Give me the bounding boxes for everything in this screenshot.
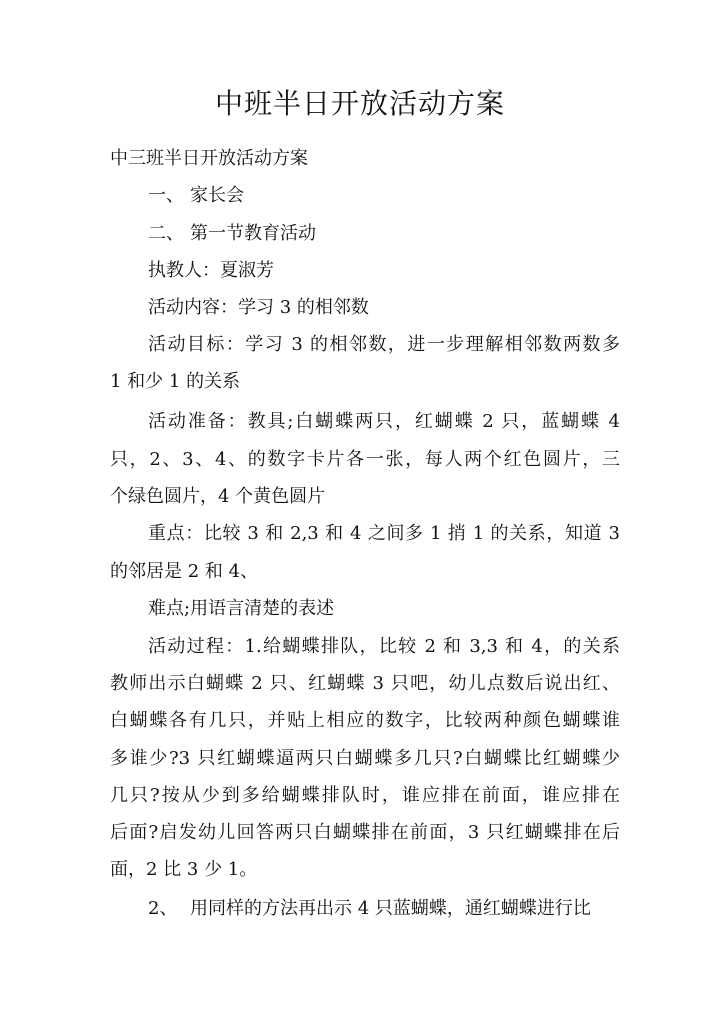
text-line: 的邻居是 2 和 4、 <box>110 561 259 582</box>
subtitle-line: 中三班半日开放活动方案 <box>110 148 308 169</box>
list-item-2 <box>148 222 620 246</box>
text-line: 执教人：夏淑芳 <box>148 260 274 281</box>
text-line: 教师出示白蝴蝶 2 只、红蝴蝶 3 只吧，幼儿点数后说出红、 <box>110 673 620 694</box>
text-line: 面，2 比 3 少 1。 <box>110 859 258 880</box>
text-line: 难点;用语言清楚的表述 <box>148 598 335 619</box>
text-line: 活动目标：学习 3 的相邻数，进一步理解相邻数两数多 <box>148 334 620 355</box>
text-line: 活动准备：教具;白蝴蝶两只，红蝴蝶 2 只，蓝蝴蝶 4 <box>148 411 620 432</box>
list-item-1 <box>148 184 620 208</box>
item-number: 二、 <box>148 223 184 244</box>
text-line: 只，2、3、4、的数字卡片各一张，每人两个红色圆片，三 <box>110 449 620 470</box>
text-line: 几只?按从少到多给蝴蝶排队时，谁应排在前面，谁应排在 <box>110 785 620 806</box>
item-number: 一、 <box>148 185 184 206</box>
text-line: 活动内容：学习 3 的相邻数 <box>148 297 369 318</box>
text-line: 活动过程：1.给蝴蝶排队，比较 2 和 3,3 和 4，的关系 <box>148 636 620 657</box>
item-text: 第一节教育活动 <box>190 223 316 244</box>
text-line: 1 和少 1 的关系 <box>110 371 241 392</box>
item-text: 家长会 <box>190 185 244 206</box>
text-line: 多谁少?3 只红蝴蝶逼两只白蝴蝶多几只?白蝴蝶比红蝴蝶少 <box>110 748 620 769</box>
text-line: 重点：比较 3 和 2,3 和 4 之间多 1 捎 1 的关系，知道 3 <box>148 523 620 544</box>
text-line: 个绿色圆片，4 个黄色圆片 <box>110 486 326 507</box>
list-item-3 <box>148 897 620 921</box>
document-title: 中班半日开放活动方案 <box>214 87 505 120</box>
text-line: 白蝴蝶各有几只，并贴上相应的数字，比较两种颜色蝴蝶谁 <box>110 710 620 731</box>
text-line: 后面?启发幼儿回答两只白蝴蝶排在前面，3 只红蝴蝶排在后 <box>110 822 620 843</box>
item-number: 2、 <box>148 898 178 919</box>
item-text: 用同样的方法再出示 4 只蓝蝴蝶，通红蝴蝶进行比 <box>190 898 591 919</box>
